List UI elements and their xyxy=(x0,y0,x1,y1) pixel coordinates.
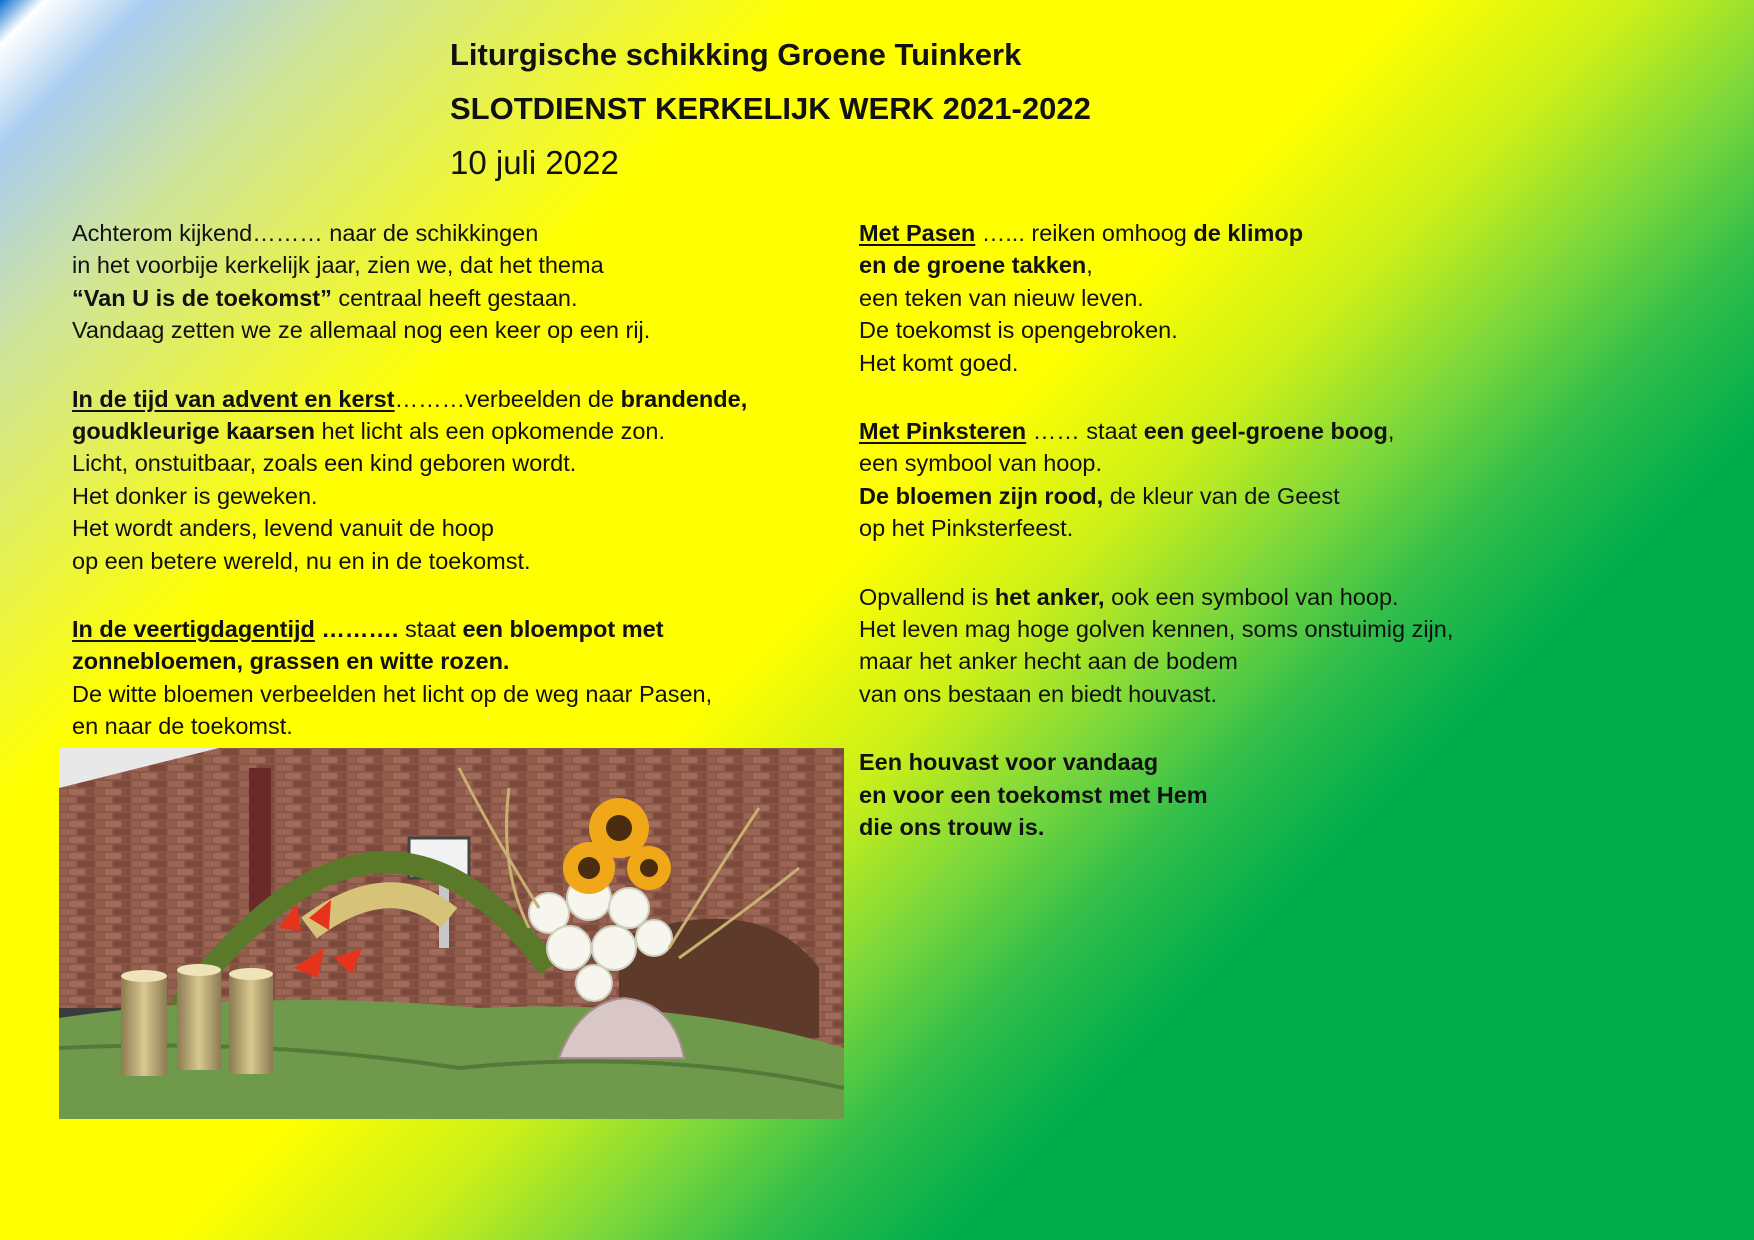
text-line: Met Pasen …... reiken omhoog de klimop xyxy=(859,220,1304,246)
text-line: Licht, onstuitbaar, zoals een kind geboren wordt. xyxy=(72,450,577,477)
intro-paragraph xyxy=(72,217,747,347)
text-line: Met Pinksteren …… staat een geel-groene boog, xyxy=(859,418,1395,445)
left-column xyxy=(72,217,747,779)
advent-paragraph xyxy=(72,383,747,577)
title-line-1: Liturgische schikking Groene Tuinkerk xyxy=(450,37,1022,72)
text-line: zonnebloemen, grassen en witte rozen. xyxy=(72,648,510,675)
text-line: De bloemen zijn rood, de kleur van de Geest xyxy=(859,482,1340,509)
right-column xyxy=(859,217,1453,880)
text-line: goudkleurige kaarsen het licht als een opkomende zon. xyxy=(72,418,666,445)
easter-paragraph xyxy=(859,217,1453,379)
document-title-block xyxy=(450,28,1091,190)
text-line: In de tijd van advent en kerst………verbeelden de brandende, xyxy=(72,385,748,412)
flower-arrangement-photo xyxy=(59,748,844,1119)
theme-quote: “Van U is de toekomst” xyxy=(72,284,332,311)
text-line: Het wordt anders, levend vanuit de hoop xyxy=(72,515,494,542)
text-line: op het Pinksterfeest. xyxy=(859,515,1074,542)
text-line: Het leven mag hoge golven kennen, soms onstuimig zijn, xyxy=(859,616,1454,643)
text-line: In de veertigdagentijd ………. staat een bloempot met xyxy=(72,616,664,643)
text-line: De toekomst is opengebroken. xyxy=(859,317,1178,344)
pentecost-heading: Met Pinksteren xyxy=(859,418,1027,445)
flower-arrangement-illustration xyxy=(59,748,844,1119)
text-line: op een betere wereld, nu en in de toekomst. xyxy=(72,547,531,574)
text-line: en naar de toekomst. xyxy=(72,713,293,740)
closing-line: die ons trouw is. xyxy=(859,814,1045,841)
text-line: Opvallend is het anker, ook een symbool van hoop. xyxy=(859,583,1399,610)
text-line: een teken van nieuw leven. xyxy=(859,284,1144,311)
text-line: Achterom kijkend……… naar de schikkingen xyxy=(72,220,539,246)
closing-line: Een houvast voor vandaag xyxy=(859,749,1159,776)
title-date: 10 juli 2022 xyxy=(450,144,619,181)
text-line: “Van U is de toekomst” centraal heeft gestaan. xyxy=(72,284,578,311)
advent-heading: In de tijd van advent en kerst xyxy=(72,385,395,412)
title-line-2: SLOTDIENST KERKELIJK WERK 2021-2022 xyxy=(450,91,1091,126)
text-line: Het donker is geweken. xyxy=(72,482,318,509)
pentecost-paragraph xyxy=(859,415,1453,545)
text-line: De witte bloemen verbeelden het licht op de weg naar Pasen, xyxy=(72,680,713,707)
text-line: Vandaag zetten we ze allemaal nog een keer op een rij. xyxy=(72,317,651,344)
anchor-paragraph xyxy=(859,581,1453,711)
easter-heading: Met Pasen xyxy=(859,220,976,246)
text-line: in het voorbije kerkelijk jaar, zien we, dat het thema xyxy=(72,252,604,279)
text-line: een symbool van hoop. xyxy=(859,450,1102,477)
text-line: van ons bestaan en biedt houvast. xyxy=(859,680,1217,707)
closing-paragraph xyxy=(859,746,1453,843)
text-line: maar het anker hecht aan de bodem xyxy=(859,648,1238,675)
text-line: en de groene takken, xyxy=(859,252,1093,279)
lent-heading: In de veertigdagentijd xyxy=(72,616,315,643)
lent-paragraph xyxy=(72,613,747,743)
text-line: Het komt goed. xyxy=(859,349,1019,376)
closing-line: en voor een toekomst met Hem xyxy=(859,781,1208,808)
